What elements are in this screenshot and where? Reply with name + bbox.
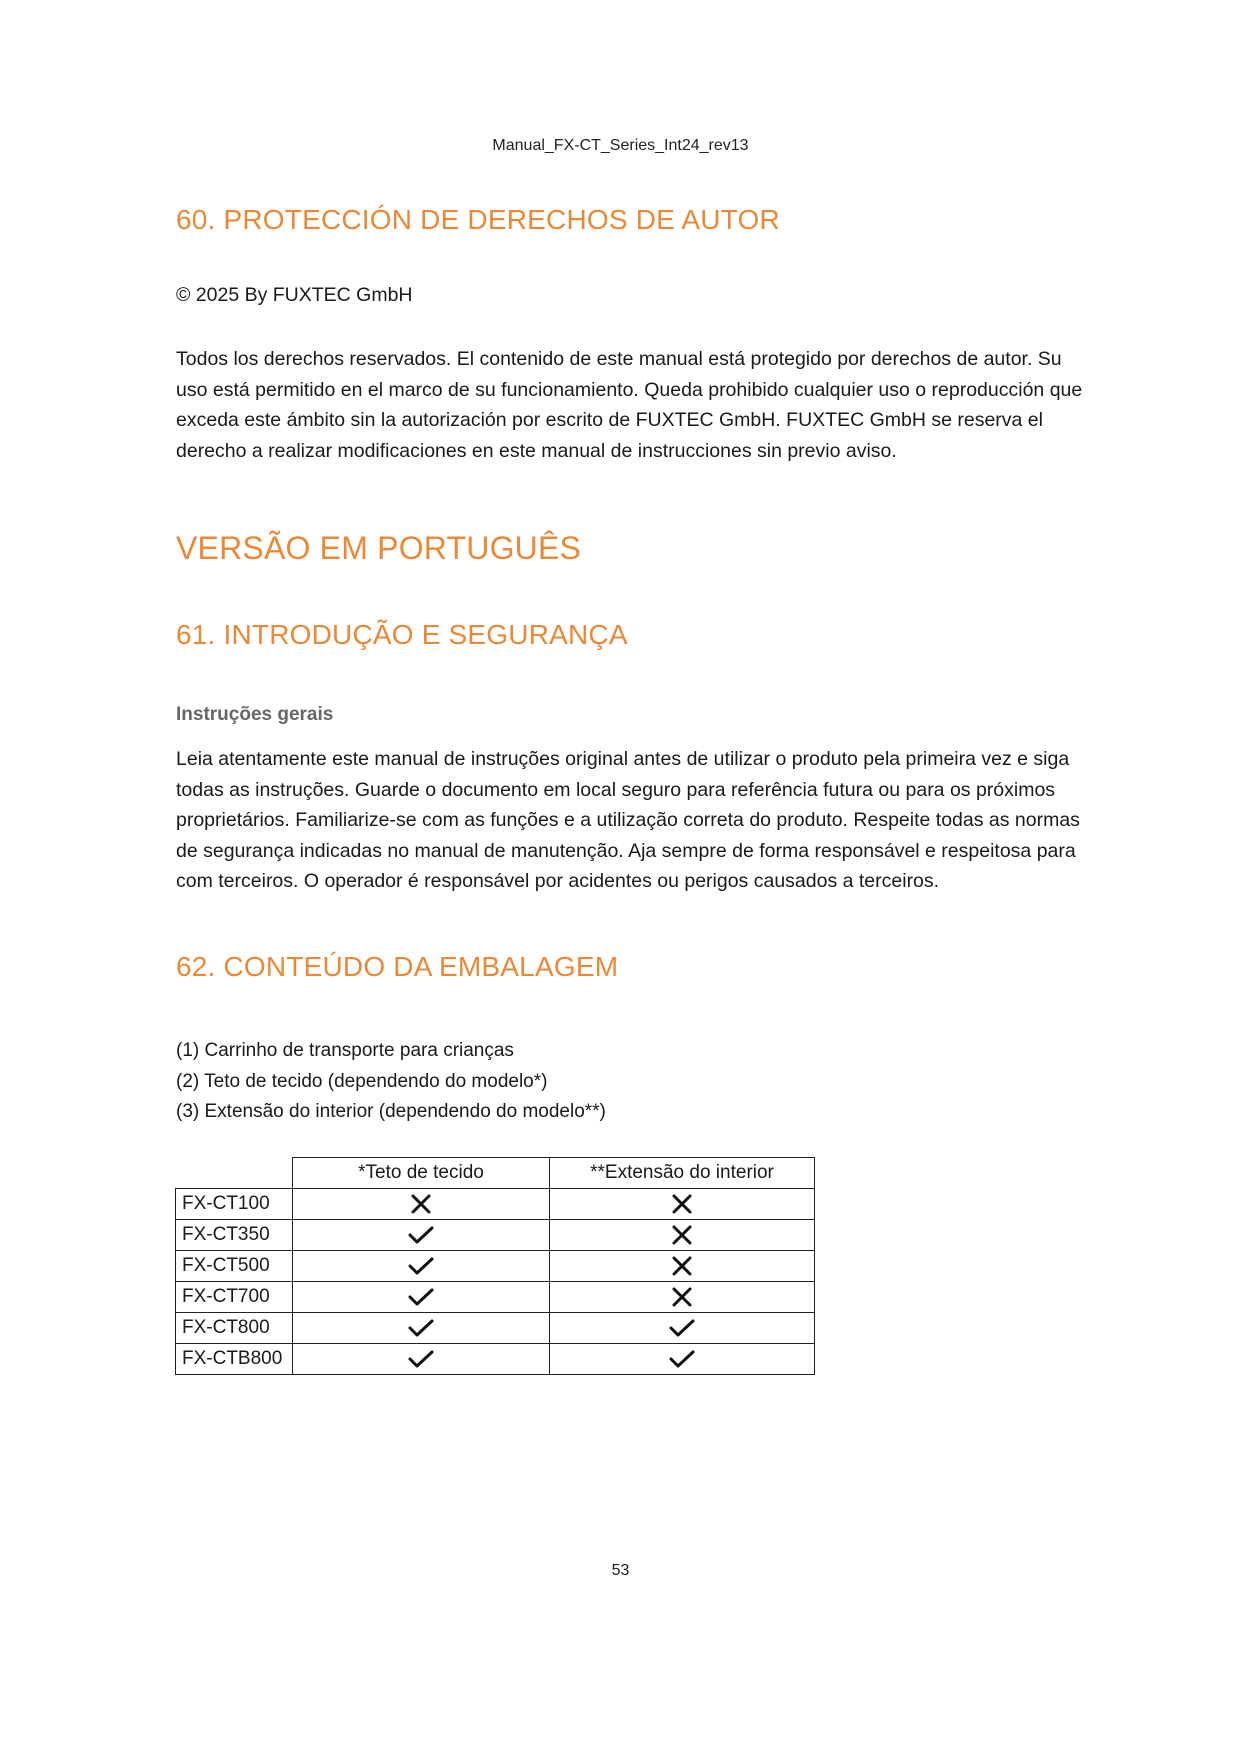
table-header-row [176, 1158, 815, 1189]
table-body [176, 1189, 815, 1375]
extension-mark-cell [550, 1251, 815, 1282]
section-61-subheading: Instruções gerais [176, 704, 334, 725]
section-62-title: 62. CONTEÚDO DA EMBALAGEM [176, 951, 619, 982]
roof-mark-cell [293, 1189, 550, 1220]
model-cell: FX-CT100 [176, 1189, 293, 1220]
check-icon [408, 1286, 434, 1308]
table-row [176, 1282, 815, 1313]
model-cell: FX-CT500 [176, 1251, 293, 1282]
table-corner-cell [176, 1158, 293, 1189]
extension-mark-cell [550, 1282, 815, 1313]
roof-mark-cell [293, 1282, 550, 1313]
section-60-title: 60. PROTECCIÓN DE DERECHOS DE AUTOR [176, 204, 780, 235]
section-61-title: 61. INTRODUÇÃO E SEGURANÇA [176, 619, 628, 650]
extension-mark-cell [550, 1344, 815, 1375]
roof-mark-cell [293, 1344, 550, 1375]
cross-icon [671, 1286, 693, 1308]
package-contents-list [176, 1036, 606, 1128]
extension-mark-cell [550, 1220, 815, 1251]
model-cell: FX-CT700 [176, 1282, 293, 1313]
roof-mark-cell [293, 1220, 550, 1251]
copyright-line: © 2025 By FUXTEC GmbH [176, 284, 413, 306]
column-header-roof: *Teto de tecido [293, 1158, 550, 1189]
table-row [176, 1344, 815, 1375]
list-item: (3) Extensão do interior (dependendo do modelo**) [176, 1101, 606, 1122]
model-features-table [175, 1157, 815, 1375]
cross-icon [671, 1224, 693, 1246]
model-cell: FX-CT350 [176, 1220, 293, 1251]
section-61-body: Leia atentamente este manual de instruções original antes de utilizar o produto pela primeira vez e siga todas as instruções. Guarde o documento em local seguro para referência futura ou para os próximos proprietários. Familiarize-se com as funções e a utilização correta do produto. Respeite todas as normas de segurança indicadas no manual de manutenção. Aja sempre de forma responsável e respeitosa para com terceiros. O operador é responsável por acidentes ou perigos causados a terceiros. [176, 748, 1080, 892]
language-heading: VERSÃO EM PORTUGUÊS [176, 530, 582, 566]
table-row [176, 1313, 815, 1344]
list-item: (2) Teto de tecido (dependendo do modelo*) [176, 1070, 548, 1092]
check-icon [408, 1317, 434, 1339]
roof-mark-cell [293, 1313, 550, 1344]
check-icon [669, 1348, 695, 1370]
check-icon [408, 1348, 434, 1370]
table-row [176, 1220, 815, 1251]
page-number: 53 [611, 1562, 630, 1579]
check-icon [669, 1317, 695, 1339]
check-icon [408, 1255, 434, 1277]
page-header: Manual_FX-CT_Series_Int24_rev13 [492, 137, 749, 154]
extension-mark-cell [550, 1313, 815, 1344]
check-icon [408, 1224, 434, 1246]
roof-mark-cell [293, 1251, 550, 1282]
cross-icon [671, 1193, 693, 1215]
model-cell: FX-CT800 [176, 1313, 293, 1344]
table-row [176, 1251, 815, 1282]
table-row [176, 1189, 815, 1220]
cross-icon [410, 1193, 432, 1215]
cross-icon [671, 1255, 693, 1277]
list-item: (1) Carrinho de transporte para crianças [176, 1040, 514, 1061]
model-cell: FX-CTB800 [176, 1344, 293, 1375]
section-60-body: Todos los derechos reservados. El contenido de este manual está protegido por derechos de autor. Su uso está permitido en el marco de su funcionamiento. Queda prohibido cualquier uso o reproducción que exceda este ámbito sin la autorización por escrito de FUXTEC GmbH. FUXTEC GmbH se reserva el derecho a realizar modificaciones en este manual de instrucciones sin previo aviso. [176, 348, 1083, 462]
column-header-extension: **Extensão do interior [550, 1158, 815, 1189]
extension-mark-cell [550, 1189, 815, 1220]
